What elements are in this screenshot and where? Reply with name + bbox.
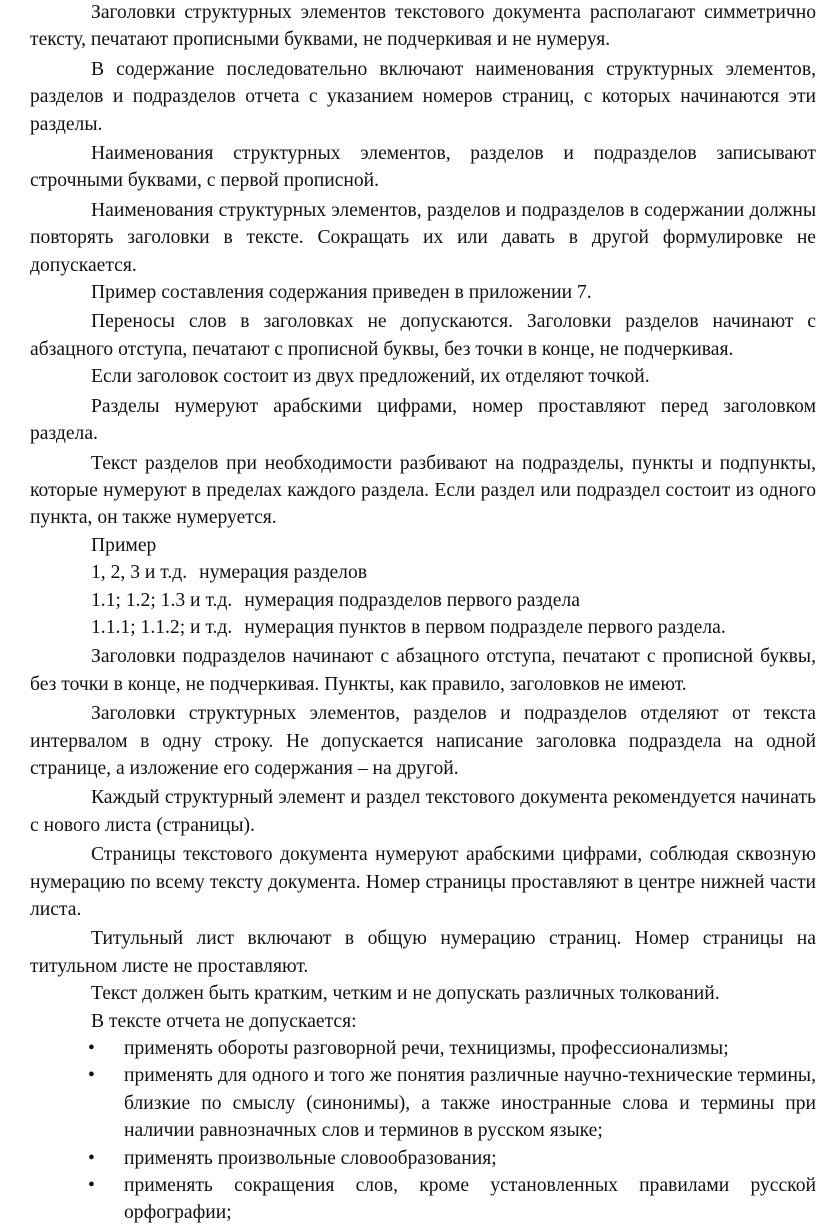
paragraph-new-sheet: Каждый структурный элемент и раздел текстового документа рекомендуется начинать с нового листа (страницы). bbox=[30, 787, 816, 836]
paragraph-not-allowed-intro: В тексте отчета не допускается: bbox=[91, 1010, 357, 1032]
list-item-text: применять сокращения слов, кроме установленных правилами русской орфографии; bbox=[124, 1175, 816, 1224]
example-description: нумерация разделов bbox=[199, 562, 367, 584]
list-item bbox=[30, 1172, 816, 1227]
paragraph-names-repeat: Наименования структурных элементов, разделов и подразделов в содержании должны повторять заголовки в тексте. Сокращать их или давать в другой формулировке не допускается. bbox=[30, 199, 816, 276]
paragraph-two-sentences: Если заголовок состоит из двух предложений, их отделяют точкой. bbox=[91, 366, 650, 388]
list-item bbox=[30, 1145, 816, 1172]
example-description: нумерация пунктов в первом подразделе первого раздела. bbox=[244, 616, 726, 638]
numbering-example-list bbox=[30, 559, 816, 641]
paragraph-text-requirements: Текст должен быть кратким, четким и не допускать различных толкований. bbox=[91, 983, 720, 1005]
example-label: Пример bbox=[91, 534, 157, 556]
example-row bbox=[30, 559, 816, 586]
list-item-text: применять для одного и того же понятия различные научно-технические термины, близкие по смыслу (синонимы), а также иностранные слова и термины при наличии равнозначных слов и терминов в русском языке; bbox=[124, 1065, 816, 1142]
example-description: нумерация подразделов первого раздела bbox=[244, 589, 580, 611]
list-item-text: применять произвольные словообразования; bbox=[124, 1147, 497, 1169]
paragraph-title-page: Титульный лист включают в общую нумерацию страниц. Номер страницы на титульном листе не проставляют. bbox=[30, 928, 816, 977]
example-row bbox=[30, 614, 816, 641]
document-page bbox=[30, 0, 816, 1227]
paragraph-subsection-headings: Заголовки подразделов начинают с абзацного отступа, печатают с прописной буквы, без точки в конце, не подчеркивая. Пункты, как правило, заголовков не имеют. bbox=[30, 646, 816, 695]
bullet-icon: • bbox=[88, 1038, 95, 1060]
example-code: 1.1.1; 1.1.2; и т.д. bbox=[91, 616, 233, 638]
example-code: 1, 2, 3 и т.д. bbox=[91, 562, 188, 584]
not-allowed-list bbox=[30, 1035, 816, 1227]
list-item bbox=[30, 1035, 816, 1062]
paragraph-no-hyphenation: Переносы слов в заголовках не допускаются. Заголовки разделов начинают с абзацного отступа, печатают с прописной буквы, без точки в конце, не подчеркивая. bbox=[30, 311, 816, 360]
paragraph-section-numbering: Разделы нумеруют арабскими цифрами, номер проставляют перед заголовком раздела. bbox=[30, 395, 816, 445]
paragraph-names-lowercase: Наименования структурных элементов, разделов и подразделов записывают строчными буквами, с первой прописной. bbox=[30, 143, 816, 192]
example-row bbox=[30, 587, 816, 614]
paragraph-heading-spacing: Заголовки структурных элементов, разделов и подразделов отделяют от текста интервалом в одну строку. Не допускается написание заголовка подраздела на одной странице, а изложение его содержания – на другой. bbox=[30, 703, 816, 779]
paragraph-contents-example-ref: Пример составления содержания приведен в приложении 7. bbox=[91, 282, 592, 304]
bullet-icon: • bbox=[88, 1065, 95, 1087]
paragraph-heading-rules: Заголовки структурных элементов текстового документа располагают симметрично тексту, печатают прописными буквами, не подчеркивая и не нумеруя. bbox=[30, 2, 816, 51]
example-code: 1.1; 1.2; 1.3 и т.д. bbox=[91, 589, 233, 611]
list-item bbox=[30, 1062, 816, 1144]
paragraph-contents-composition: В содержание последовательно включают наименования структурных элементов, разделов и подразделов отчета с указанием номеров страниц, с которых начинаются эти разделы. bbox=[30, 58, 816, 135]
paragraph-subsections: Текст разделов при необходимости разбивают на подразделы, пункты и подпункты, которые нумеруют в пределах каждого раздела. Если раздел или подраздел состоит из одного пункта, он также нумеруется. bbox=[30, 452, 816, 529]
bullet-icon: • bbox=[88, 1175, 95, 1197]
paragraph-page-numbering: Страницы текстового документа нумеруют арабскими цифрами, соблюдая сквозную нумерацию по всему тексту документа. Номер страницы проставляют в центре нижней части листа. bbox=[30, 844, 816, 920]
list-item-text: применять обороты разговорной речи, техницизмы, профессионализмы; bbox=[124, 1038, 729, 1060]
bullet-icon: • bbox=[88, 1147, 95, 1169]
